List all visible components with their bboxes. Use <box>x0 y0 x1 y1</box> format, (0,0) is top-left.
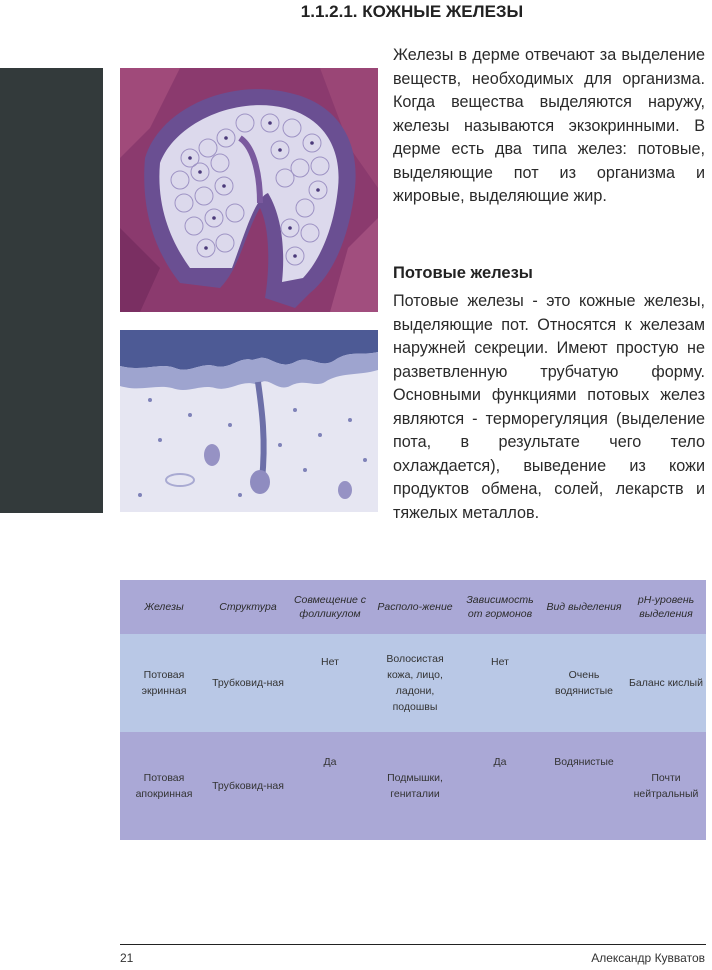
page-heading: 1.1.2.1. КОЖНЫЕ ЖЕЛЕЗЫ <box>300 2 524 21</box>
table-header-cell: Вид выделения <box>542 580 626 634</box>
histology-image-sebaceous-gland <box>120 68 378 312</box>
table-cell: Потовая экринная <box>120 634 208 732</box>
footer-divider <box>120 944 706 945</box>
table-cell: Потовая апокринная <box>120 732 208 840</box>
table-header-cell: Структура <box>208 580 288 634</box>
table-header-cell: Совмещение с фолликулом <box>288 580 372 634</box>
table-header-cell: pH-уровень выделения <box>626 580 706 634</box>
section-title: Потовые железы <box>393 264 533 282</box>
table-row <box>120 732 706 840</box>
table-cell: Очень водянистые <box>542 634 626 732</box>
table-cell: Баланс кислый <box>626 634 706 732</box>
intro-paragraph: Железы в дерме отвечают за выделение веществ, необходимых для организма. Когда вещества выделяются наружу, железы называются экзокринными. В дерме есть два типа желез: потовые, выделяющие пот из организма и жировые, выделяющие жир. <box>393 46 705 205</box>
table-header-cell: Располо-жение <box>372 580 458 634</box>
author-name: Александр Кувватов <box>591 951 705 965</box>
table-cell: Трубковид-ная <box>208 732 288 840</box>
page-number: 21 <box>120 951 134 965</box>
table-cell: Водянистые <box>542 732 626 840</box>
glands-table <box>120 580 706 798</box>
table-header-cell: Зависимость от гормонов <box>458 580 542 634</box>
table-cell: Нет <box>288 634 372 732</box>
table-cell: Почти нейтральный <box>626 732 706 840</box>
section-paragraph: Потовые железы - это кожные железы, выделяющие пот. Относятся к железам наружней секреции. Имеют простую не разветвленную трубчатую форму. Основными функциями потовых желез являются - терморегуляция (выделение пота, в результате чего тело охлаждается), выведение из кожи продуктов обмена, солей, лекарств и тяжелых металлов. <box>393 292 705 522</box>
table-cell: Подмышки, гениталии <box>372 732 458 840</box>
table-header-row <box>120 580 706 634</box>
table-row <box>120 634 706 732</box>
histology-image-sweat-gland <box>120 330 378 512</box>
table-header-cell: Железы <box>120 580 208 634</box>
table-cell: Волосистая кожа, лицо, ладони, подошвы <box>372 634 458 732</box>
table-cell: Нет <box>458 634 542 732</box>
sidebar-bar <box>0 68 103 513</box>
table-cell: Да <box>288 732 372 840</box>
table-cell: Да <box>458 732 542 840</box>
table-cell: Трубковид-ная <box>208 634 288 732</box>
